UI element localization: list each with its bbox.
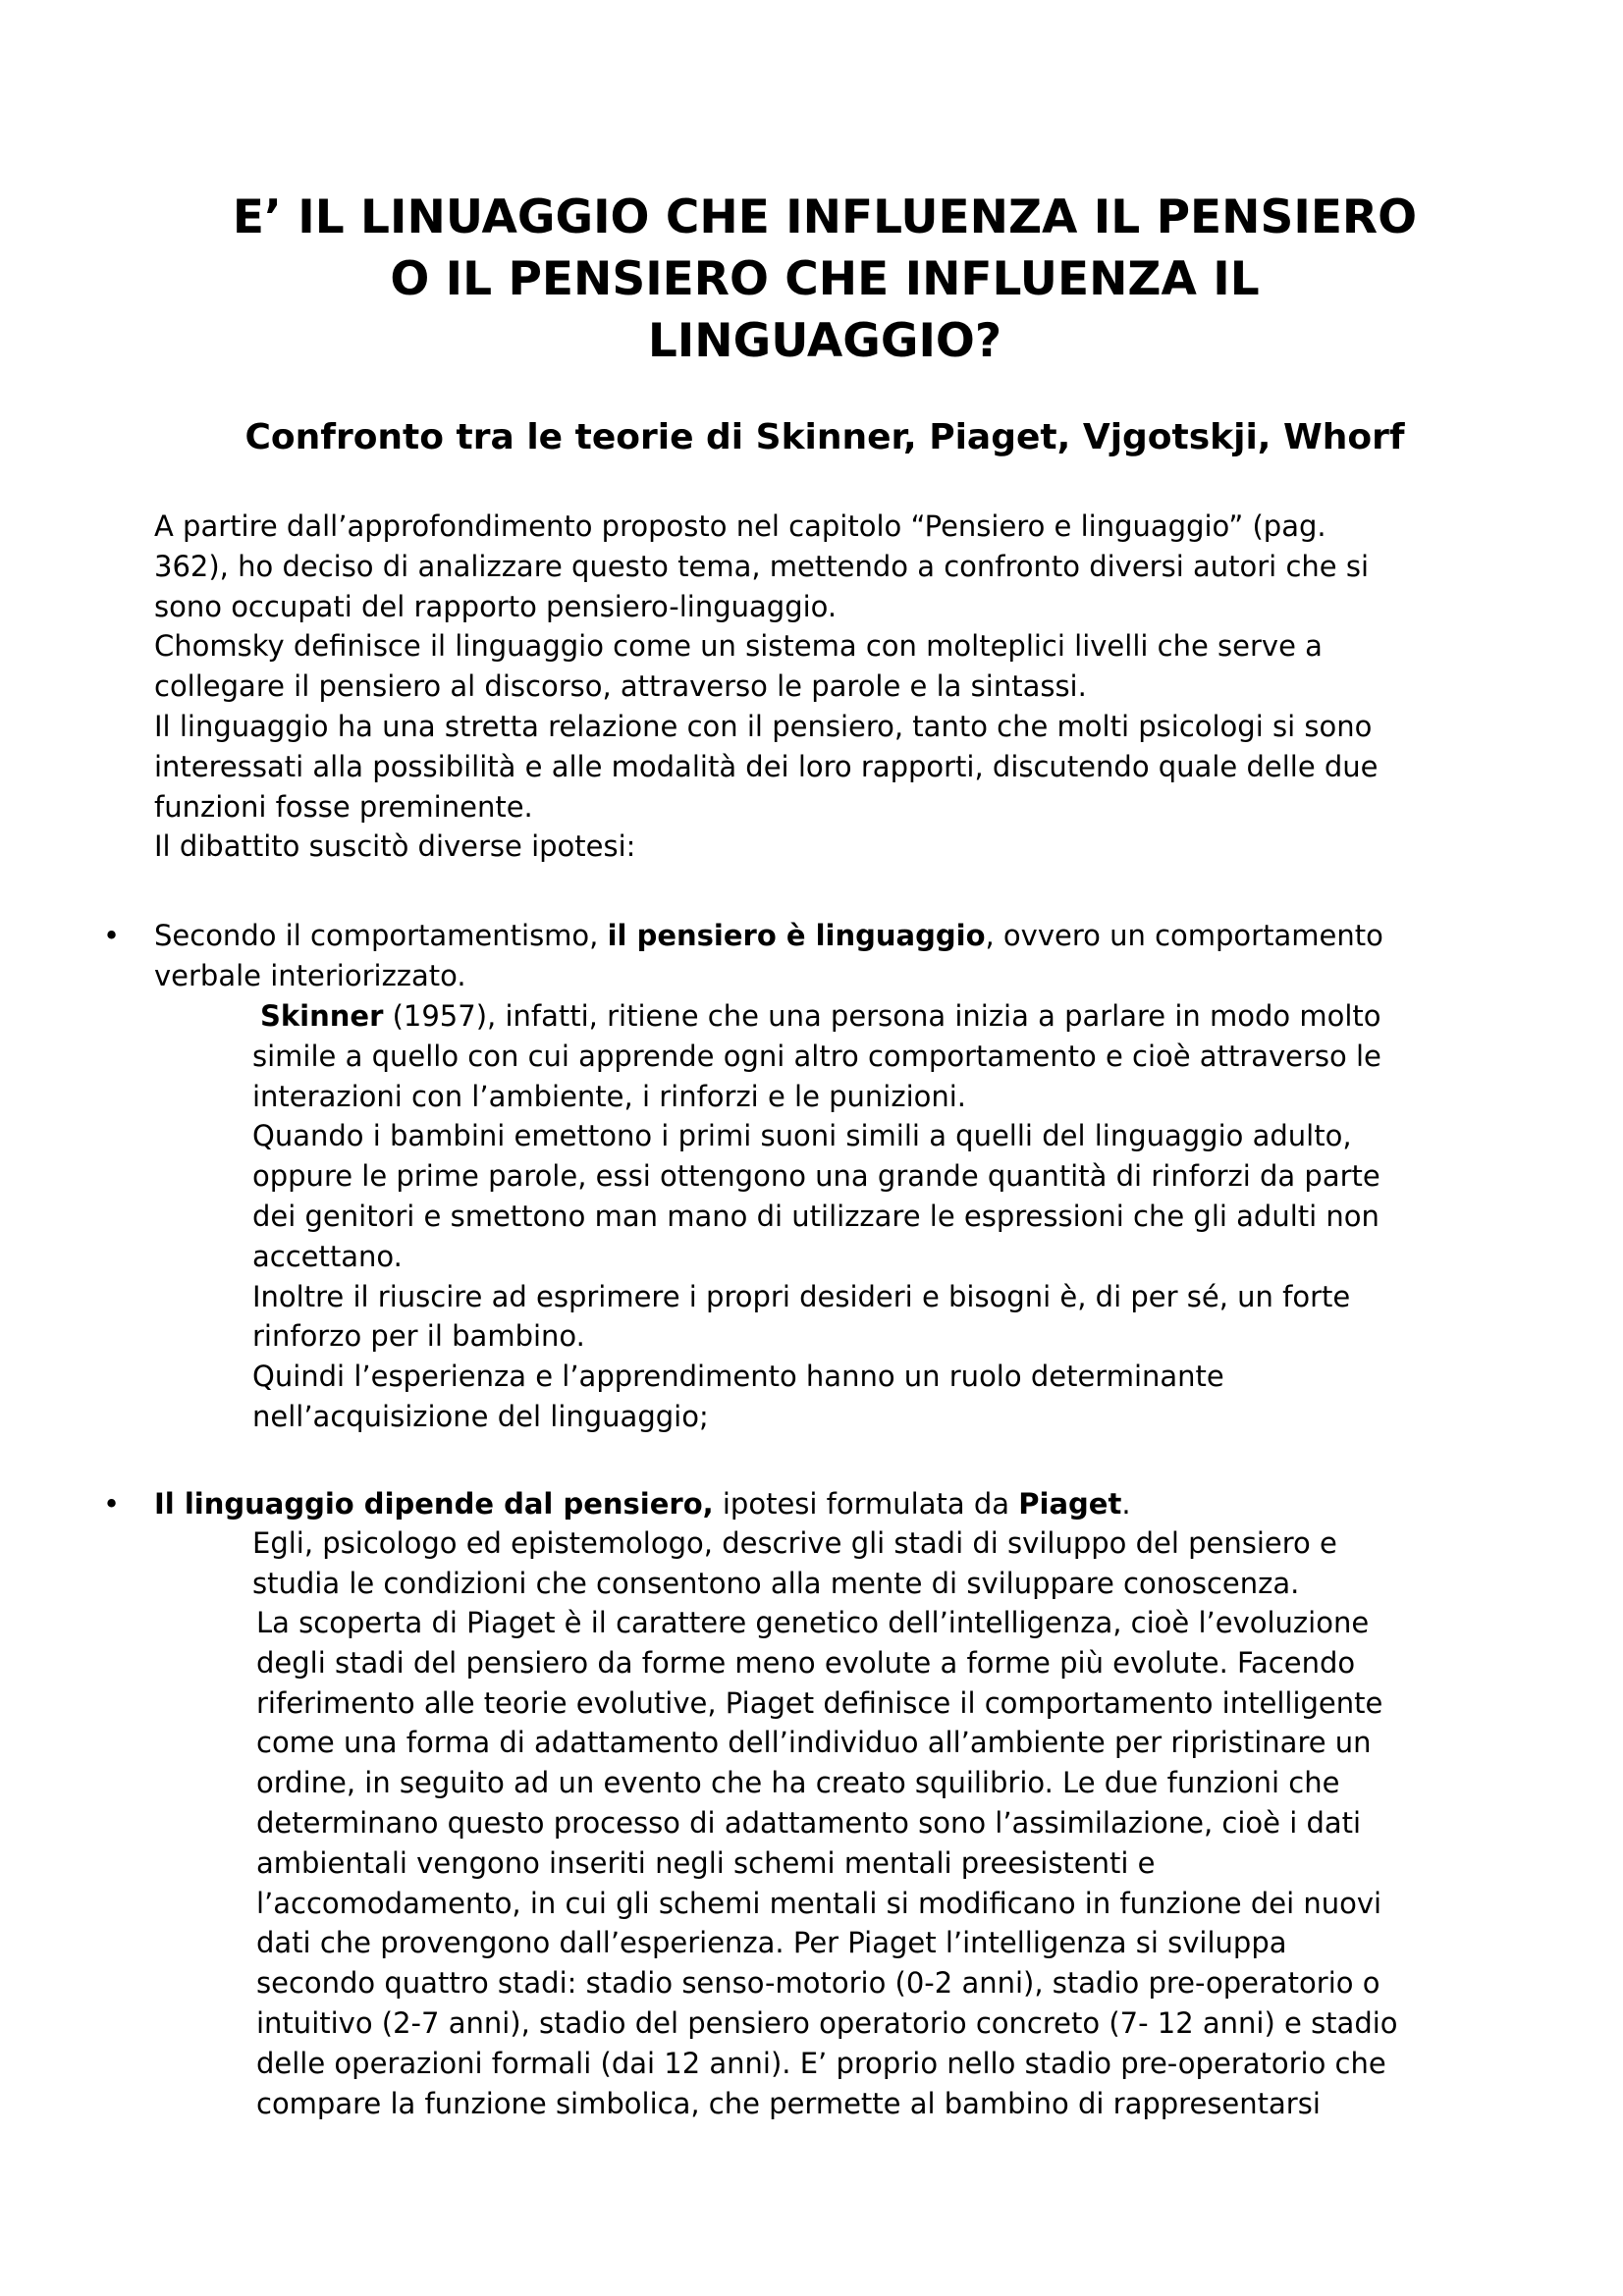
text-line: delle operazioni formali (dai 12 anni). E’ proprio nello stadio pre-operatorio che xyxy=(256,2046,1386,2080)
text-line: accettano. xyxy=(252,1239,403,1273)
text-line: nell’acquisizione del linguaggio; xyxy=(252,1399,709,1433)
document-subtitle: Confronto tra le teorie di Skinner, Piaget, Vjgotskji, Whorf xyxy=(244,417,1405,457)
text-line: 362), ho deciso di analizzare questo tema, mettendo a confronto diversi autori che si xyxy=(154,549,1370,583)
bold-text: Il linguaggio dipende dal pensiero, xyxy=(154,1487,714,1521)
text-line: ambientali vengono inseriti negli schemi mentali preesistenti e xyxy=(256,1845,1156,1880)
text-line: interazioni con l’ambiente, i rinforzi e le punizioni. xyxy=(252,1079,967,1113)
text-line: Chomsky definisce il linguaggio come un sistema con molteplici livelli che serve a xyxy=(154,629,1323,664)
text-line: degli stadi del pensiero da forme meno evolute a forme più evolute. Facendo xyxy=(256,1645,1356,1680)
text-line: come una forma di adattamento dell’individuo all’ambiente per ripristinare un xyxy=(256,1726,1372,1760)
text-fragment: . xyxy=(1121,1487,1131,1521)
text-line: l’accomodamento, in cui gli schemi mentali si modificano in funzione dei nuovi xyxy=(256,1886,1382,1920)
text-line: Il linguaggio ha una stretta relazione con il pensiero, tanto che molti psicologi si sono xyxy=(154,709,1373,743)
text-fragment: Secondo il comportamentismo, xyxy=(154,919,608,952)
bullet-marker: • xyxy=(103,1487,121,1521)
bold-text: Piaget xyxy=(1018,1487,1122,1521)
text-line: La scoperta di Piaget è il carattere genetico dell’intelligenza, cioè l’evoluzione xyxy=(256,1606,1370,1639)
text-line: collegare il pensiero al discorso, attraverso le parole e la sintassi. xyxy=(154,669,1087,704)
bold-text: Skinner xyxy=(260,999,384,1033)
text-line: A partire dall’approfondimento proposto nel capitolo “Pensiero e linguaggio” (pag. xyxy=(154,509,1326,543)
text-line: determinano questo processo di adattamento sono l’assimilazione, cioè i dati xyxy=(256,1805,1362,1840)
text-line xyxy=(252,996,1529,1037)
intro-paragraph xyxy=(154,507,1509,867)
bullet-1-line-1 xyxy=(154,916,1529,956)
bold-text: il pensiero è linguaggio xyxy=(607,919,986,952)
text-line: dati che provengono dall’esperienza. Per Piaget l’intelligenza si sviluppa xyxy=(256,1926,1287,1960)
text-line: ordine, in seguito ad un evento che ha creato squilibrio. Le due funzioni che xyxy=(256,1766,1340,1800)
text-line: Quindi l’esperienza e l’apprendimento hanno un ruolo determinante xyxy=(252,1360,1224,1394)
bullet-marker: • xyxy=(103,919,121,952)
bullet-2-line-1 xyxy=(154,1484,1529,1524)
title-line: LINGUAGGIO? xyxy=(647,314,1002,368)
piaget-paragraph xyxy=(256,1603,1533,2123)
text-line: Quando i bambini emettono i primi suoni simili a quelli del linguaggio adulto, xyxy=(252,1119,1352,1153)
text-fragment: , ovvero un comportamento xyxy=(985,919,1383,952)
text-line: secondo quattro stadi: stadio senso-motorio (0-2 anni), stadio pre-operatorio o xyxy=(256,1966,1380,2001)
title-line: E’ IL LINUAGGIO CHE INFLUENZA IL PENSIERO xyxy=(232,190,1418,244)
text-line: oppure le prime parole, essi ottengono una grande quantità di rinforzi da parte xyxy=(252,1159,1380,1194)
document-title xyxy=(137,187,1512,372)
text-line: Egli, psicologo ed epistemologo, descrive gli stadi di sviluppo del pensiero e xyxy=(252,1526,1337,1560)
text-line: Inoltre il riuscire ad esprimere i propri desideri e bisogni è, di per sé, un forte xyxy=(252,1279,1351,1313)
text-line: interessati alla possibilità e alle modalità dei loro rapporti, discutendo quale delle due xyxy=(154,749,1379,783)
text-line: riferimento alle teorie evolutive, Piaget definisce il comportamento intelligente xyxy=(256,1685,1383,1720)
text-line: dei genitori e smettono man mano di utilizzare le espressioni che gli adulti non xyxy=(252,1199,1380,1233)
skinner-paragraph xyxy=(252,996,1529,1437)
text-line: intuitivo (2-7 anni), stadio del pensiero operatorio concreto (7- 12 anni) e stadio xyxy=(256,2005,1398,2040)
text-fragment: ipotesi formulata da xyxy=(713,1487,1019,1521)
text-line: Il dibattito suscitò diverse ipotesi: xyxy=(154,829,636,864)
text-fragment: (1957), infatti, ritiene che una persona inizia a parlare in modo molto xyxy=(383,999,1381,1033)
text-line: funzioni fosse preminente. xyxy=(154,789,533,824)
text-line: compare la funzione simbolica, che permette al bambino di rappresentarsi xyxy=(256,2086,1321,2120)
piaget-intro-paragraph xyxy=(252,1523,1529,1604)
text-line: studia le condizioni che consentono alla mente di sviluppare conoscenza. xyxy=(252,1566,1300,1600)
title-line: O IL PENSIERO CHE INFLUENZA IL xyxy=(390,252,1260,306)
text-line: rinforzo per il bambino. xyxy=(252,1319,585,1354)
text-line: simile a quello con cui apprende ogni altro comportamento e cioè attraverso le xyxy=(252,1039,1381,1073)
text-line: sono occupati del rapporto pensiero-linguaggio. xyxy=(154,589,838,623)
bullet-1-line-2: verbale interiorizzato. xyxy=(154,959,466,992)
